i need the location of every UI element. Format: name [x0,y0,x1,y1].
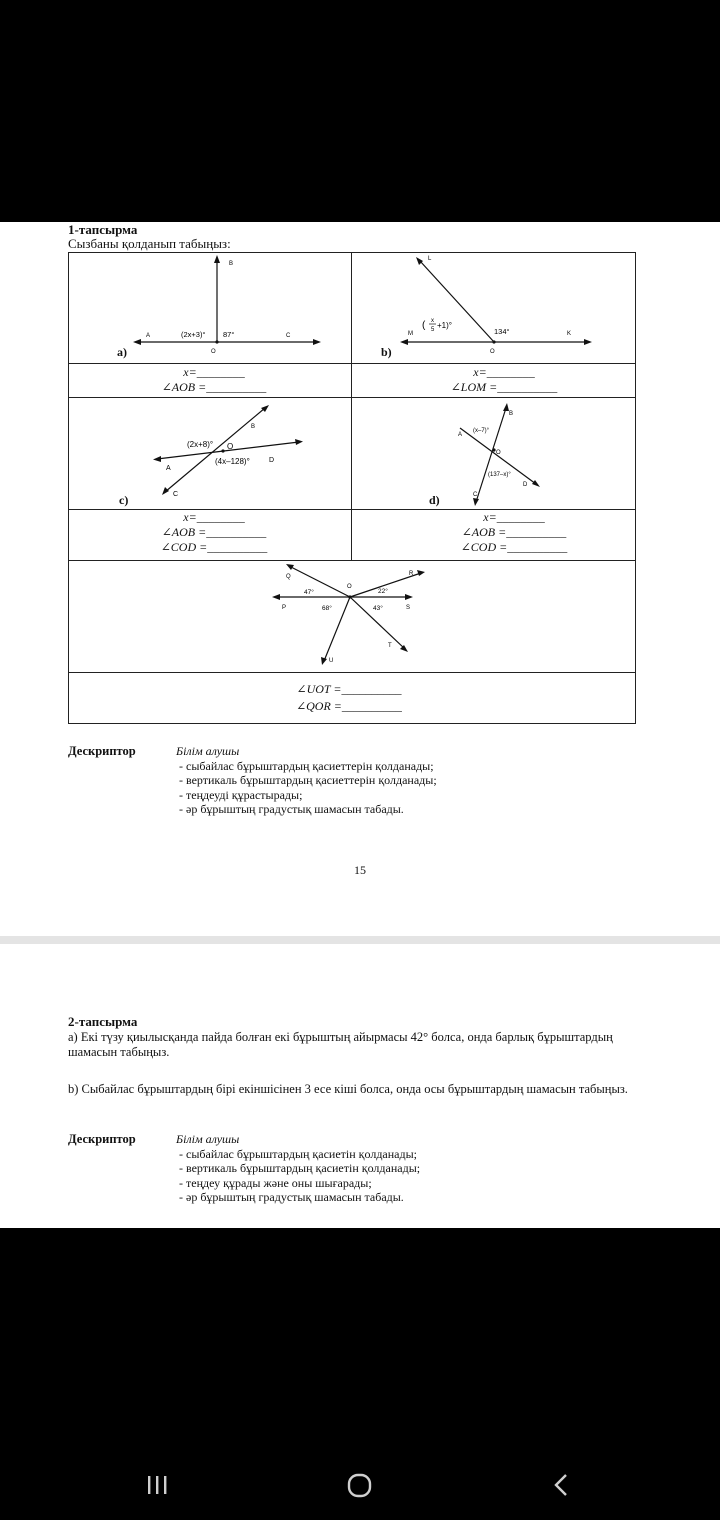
answer-line[interactable]: ∠AOB =__________ [161,525,267,539]
task1-title: 1-тапсырма [68,222,138,237]
worksheet-page-2 [0,944,720,1228]
fraction-num: x [431,318,434,324]
point-a: A [146,333,151,339]
point-u: U [329,658,334,664]
home-icon[interactable] [344,1470,376,1500]
point-o: O [227,442,234,451]
point-d: D [523,482,528,488]
point-d: D [269,457,275,464]
descriptor-item: - әр бұрыштың градустық шамасын табады. [179,1190,404,1204]
point-a: A [458,432,463,438]
point-c: C [473,492,478,498]
answer-line[interactable]: ∠COD =__________ [460,540,568,554]
angle-label: 47° [304,589,314,596]
answer-line[interactable]: x=________ [473,365,535,379]
answer-line[interactable]: ∠AOB =__________ [461,525,567,539]
angle-label: (2x+8)° [187,440,214,449]
recent-apps-icon[interactable] [144,1470,172,1500]
back-icon[interactable] [548,1470,576,1500]
angle-label: (4x–128)° [215,457,250,466]
answer-line[interactable]: ∠AOB =__________ [161,380,267,394]
answers-e [259,681,439,715]
point-a: A [166,465,171,472]
task2-part-b: b) Сыбайлас бұрыштардың бірі екіншісінен 3 есе кіші болса, онда осы бұрыштардың шамасын табыңыз. [68,1082,628,1096]
descriptor-item: - вертикаль бұрыштардың қасиеттерін қолданады; [179,773,437,787]
point-s: S [406,605,411,611]
fraction-den: 5 [431,327,435,333]
angle-label: 22° [378,588,388,595]
descriptor-heading: Дескриптор [68,744,136,758]
descriptor-list [176,1132,420,1205]
task2-title: 2-тапсырма [68,1014,138,1029]
diagram-a [69,253,351,363]
descriptor-intro: Білім алушы [176,744,240,758]
descriptor-item: - теңдеуді құрастырады; [179,787,303,802]
point-t: T [388,643,392,649]
point-o: O [347,584,352,590]
answer-line[interactable]: ∠LOM =__________ [450,380,558,394]
descriptor-item: - сыбайлас бұрыштардың қасиетін қолданады; [179,1146,418,1161]
descriptor-item: - сыбайлас бұрыштардың қасиеттерін қолданады; [179,758,434,773]
answer-line[interactable]: x=________ [183,365,245,379]
point-b: B [229,261,234,267]
navigation-bar [0,1450,720,1520]
task2-part-a: a) Екі түзу қиылысқанда пайда болған екі бұрыштың айырмасы 42° болса, онда барлық бұрыштардың шамасын табыңыз. [68,1030,613,1059]
answers-d [429,510,599,555]
point-b: B [509,411,514,417]
descriptor-item: - вертикаль бұрыштардың қасиетін қолданады; [179,1161,421,1175]
diagram-e [69,561,635,672]
answer-line[interactable]: x=________ [483,510,545,524]
task1-diagram-grid [68,252,636,724]
cell-label-b: b) [381,345,392,359]
angle-label: 134° [494,327,510,336]
diagram-d [352,398,635,509]
cell-label-d: d) [429,493,440,507]
angle-label: +1)° [437,321,452,330]
point-c: C [286,333,291,339]
point-p: P [282,605,287,611]
answer-line[interactable]: x=________ [183,510,245,524]
descriptor-intro: Білім алушы [176,1132,240,1146]
angle-label: 43° [373,605,383,612]
worksheet-page-1 [0,222,720,936]
descriptor-list [176,744,437,817]
answers-c [129,510,299,555]
cell-label-c: c) [119,493,129,507]
page-separator [0,936,720,944]
angle-label: (2x+3)° [181,330,206,339]
angle-label: 87° [223,330,235,339]
page-number: 15 [354,863,366,877]
answers-a [129,365,299,395]
diagram-c [69,398,351,509]
descriptor-item: - теңдеу құрады және оны шығарады; [179,1175,372,1190]
point-l: L [428,256,432,262]
point-k: K [567,331,572,337]
task1-subtitle: Сызбаны қолданып табыңыз: [68,236,231,251]
svg-text:(: ( [422,320,426,331]
descriptor-item: - әр бұрыштың градустық шамасын табады. [179,802,404,816]
angle-label: (137–x)° [488,472,511,478]
point-o: O [211,349,216,355]
cell-label-a: a) [117,345,127,359]
descriptor-heading: Дескриптор [68,1132,136,1146]
answer-line[interactable]: ∠UOT =__________ [296,682,402,696]
point-q: Q [286,574,291,580]
point-m: M [408,331,413,337]
point-r: R [409,571,414,577]
angle-label: (x–7)° [473,428,490,434]
diagram-b [352,253,635,363]
answers-b [419,365,589,395]
point-o: O [490,349,495,355]
point-o: O [496,450,501,456]
angle-label: 68° [322,605,332,612]
point-b: B [251,424,256,430]
answer-line[interactable]: ∠QOR =__________ [296,699,402,713]
point-c: C [173,491,179,498]
answer-line[interactable]: ∠COD =__________ [160,540,268,554]
